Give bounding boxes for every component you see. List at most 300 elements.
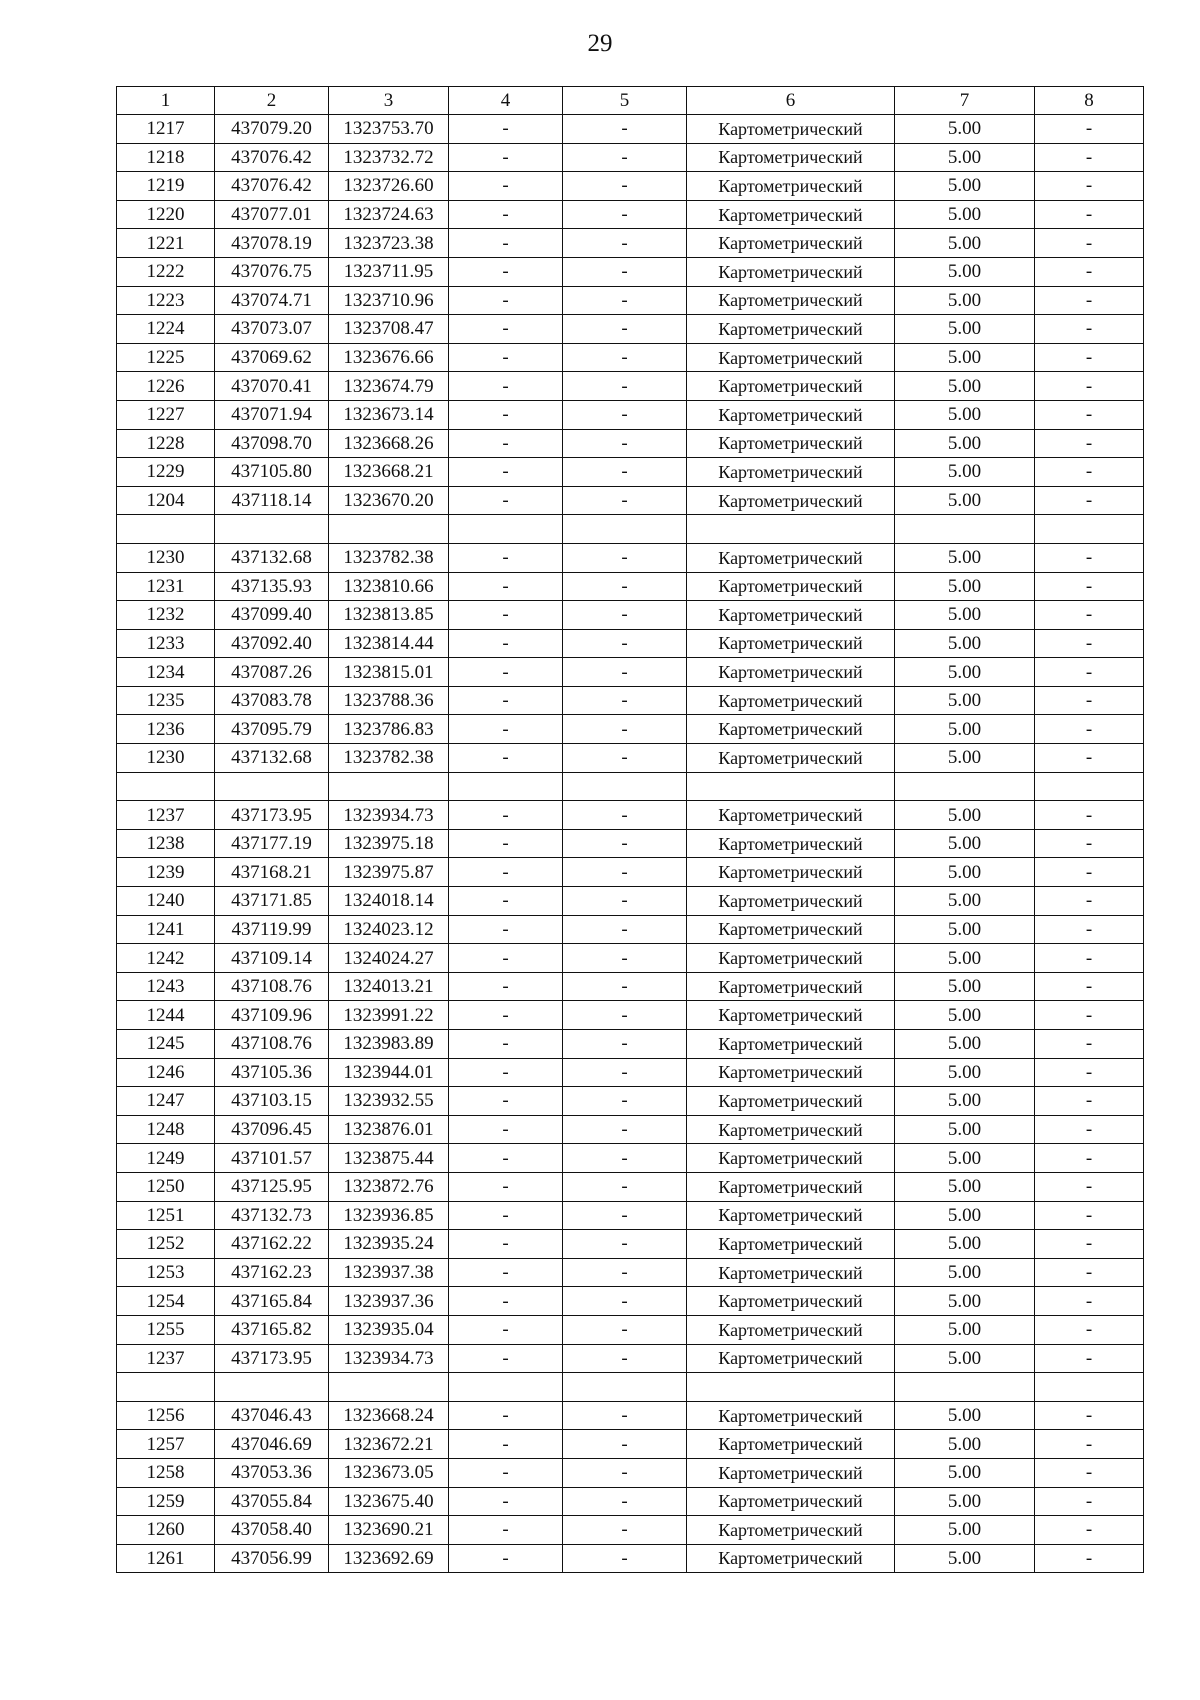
- table-row: [117, 1001, 1144, 1030]
- coordinate-x: 437171.85: [215, 887, 329, 916]
- coordinate-y: 1323673.05: [329, 1458, 449, 1487]
- accuracy-value: 5.00: [895, 458, 1035, 487]
- col-4-value: -: [449, 1287, 563, 1316]
- coordinate-y: [329, 1373, 449, 1402]
- coordinate-y: 1323975.87: [329, 858, 449, 887]
- col-5-value: -: [563, 458, 687, 487]
- coordinate-y: 1323788.36: [329, 686, 449, 715]
- coordinates-table: [116, 86, 1144, 1573]
- method-value: Картометрический: [687, 1172, 895, 1201]
- table-row: [117, 1458, 1144, 1487]
- col-8-value: -: [1035, 915, 1144, 944]
- coordinate-y: 1324013.21: [329, 972, 449, 1001]
- coordinate-x: 437071.94: [215, 400, 329, 429]
- col-5-value: -: [563, 744, 687, 773]
- coordinate-x: 437053.36: [215, 1458, 329, 1487]
- col-4-value: -: [449, 1516, 563, 1545]
- col-8-value: -: [1035, 400, 1144, 429]
- col-8-value: -: [1035, 1201, 1144, 1230]
- col-8-value: [1035, 772, 1144, 801]
- coordinate-y: [329, 515, 449, 544]
- coordinate-y: 1324024.27: [329, 944, 449, 973]
- method-value: [687, 1373, 895, 1402]
- method-value: Картометрический: [687, 1201, 895, 1230]
- table-row: [117, 829, 1144, 858]
- col-5-value: -: [563, 315, 687, 344]
- coordinate-x: 437076.75: [215, 257, 329, 286]
- coordinate-y: 1323676.66: [329, 343, 449, 372]
- coordinate-y: 1324023.12: [329, 915, 449, 944]
- col-5-value: -: [563, 1430, 687, 1459]
- accuracy-value: [895, 515, 1035, 544]
- accuracy-value: 5.00: [895, 658, 1035, 687]
- col-8-value: -: [1035, 372, 1144, 401]
- coordinate-y: 1323937.38: [329, 1258, 449, 1287]
- table-row: [117, 858, 1144, 887]
- coordinate-x: 437103.15: [215, 1087, 329, 1116]
- table-row: [117, 1144, 1144, 1173]
- col-5-value: -: [563, 658, 687, 687]
- col-5-value: -: [563, 944, 687, 973]
- accuracy-value: [895, 772, 1035, 801]
- method-value: Картометрический: [687, 686, 895, 715]
- col-4-value: [449, 772, 563, 801]
- col-4-value: -: [449, 229, 563, 258]
- coordinate-y: 1323810.66: [329, 572, 449, 601]
- col-8-value: -: [1035, 1001, 1144, 1030]
- table-row: [117, 1258, 1144, 1287]
- method-value: Картометрический: [687, 429, 895, 458]
- accuracy-value: 5.00: [895, 1115, 1035, 1144]
- coordinate-x: 437101.57: [215, 1144, 329, 1173]
- col-4-value: -: [449, 572, 563, 601]
- table-separator-row: [117, 515, 1144, 544]
- table-row: [117, 1087, 1144, 1116]
- method-value: Картометрический: [687, 229, 895, 258]
- table-row: [117, 1172, 1144, 1201]
- accuracy-value: 5.00: [895, 1430, 1035, 1459]
- accuracy-value: 5.00: [895, 200, 1035, 229]
- coordinate-x: 437132.73: [215, 1201, 329, 1230]
- coordinate-y: 1323983.89: [329, 1030, 449, 1059]
- point-number: 1226: [117, 372, 215, 401]
- coordinate-y: 1323937.36: [329, 1287, 449, 1316]
- point-number: 1251: [117, 1201, 215, 1230]
- col-4-value: -: [449, 286, 563, 315]
- col-5-value: -: [563, 257, 687, 286]
- column-header-5: 5: [563, 87, 687, 115]
- table-row: [117, 1287, 1144, 1316]
- table-row: [117, 143, 1144, 172]
- method-value: Картометрический: [687, 400, 895, 429]
- col-5-value: -: [563, 858, 687, 887]
- method-value: Картометрический: [687, 1487, 895, 1516]
- point-number: 1257: [117, 1430, 215, 1459]
- coordinate-x: 437092.40: [215, 629, 329, 658]
- col-5-value: -: [563, 372, 687, 401]
- col-5-value: -: [563, 1058, 687, 1087]
- accuracy-value: 5.00: [895, 829, 1035, 858]
- col-8-value: [1035, 515, 1144, 544]
- point-number: 1253: [117, 1258, 215, 1287]
- col-8-value: -: [1035, 1458, 1144, 1487]
- coordinate-y: 1323668.21: [329, 458, 449, 487]
- col-5-value: -: [563, 1230, 687, 1259]
- accuracy-value: 5.00: [895, 1030, 1035, 1059]
- accuracy-value: 5.00: [895, 1001, 1035, 1030]
- coordinate-y: 1323991.22: [329, 1001, 449, 1030]
- coordinate-x: 437076.42: [215, 172, 329, 201]
- method-value: Картометрический: [687, 1315, 895, 1344]
- coordinate-x: 437073.07: [215, 315, 329, 344]
- coordinate-y: 1323726.60: [329, 172, 449, 201]
- point-number: [117, 1373, 215, 1402]
- method-value: Картометрический: [687, 1144, 895, 1173]
- point-number: 1237: [117, 1344, 215, 1373]
- method-value: Картометрический: [687, 115, 895, 144]
- coordinate-x: 437108.76: [215, 972, 329, 1001]
- coordinate-y: 1323670.20: [329, 486, 449, 515]
- point-number: 1217: [117, 115, 215, 144]
- point-number: 1228: [117, 429, 215, 458]
- col-5-value: -: [563, 1516, 687, 1545]
- table-row: [117, 744, 1144, 773]
- point-number: 1254: [117, 1287, 215, 1316]
- col-4-value: -: [449, 744, 563, 773]
- col-4-value: -: [449, 543, 563, 572]
- coordinate-x: 437098.70: [215, 429, 329, 458]
- accuracy-value: 5.00: [895, 1401, 1035, 1430]
- col-8-value: -: [1035, 1315, 1144, 1344]
- method-value: Картометрический: [687, 1001, 895, 1030]
- coordinate-x: 437132.68: [215, 543, 329, 572]
- table-row: [117, 1544, 1144, 1573]
- accuracy-value: 5.00: [895, 944, 1035, 973]
- col-5-value: -: [563, 400, 687, 429]
- coordinate-x: 437165.82: [215, 1315, 329, 1344]
- col-8-value: -: [1035, 115, 1144, 144]
- point-number: 1225: [117, 343, 215, 372]
- method-value: Картометрический: [687, 1544, 895, 1573]
- table-row: [117, 229, 1144, 258]
- coordinate-y: 1323690.21: [329, 1516, 449, 1545]
- table-row: [117, 1487, 1144, 1516]
- coordinate-x: 437087.26: [215, 658, 329, 687]
- col-4-value: -: [449, 458, 563, 487]
- table-row: [117, 400, 1144, 429]
- table-row: [117, 1401, 1144, 1430]
- method-value: Картометрический: [687, 1287, 895, 1316]
- method-value: Картометрический: [687, 1401, 895, 1430]
- table-row: [117, 257, 1144, 286]
- accuracy-value: 5.00: [895, 543, 1035, 572]
- coordinate-x: 437135.93: [215, 572, 329, 601]
- table-row: [117, 343, 1144, 372]
- coordinate-x: 437132.68: [215, 744, 329, 773]
- coordinate-y: [329, 772, 449, 801]
- coordinate-y: 1323875.44: [329, 1144, 449, 1173]
- accuracy-value: 5.00: [895, 1516, 1035, 1545]
- col-4-value: -: [449, 1230, 563, 1259]
- accuracy-value: 5.00: [895, 1201, 1035, 1230]
- coordinate-x: 437119.99: [215, 915, 329, 944]
- accuracy-value: 5.00: [895, 143, 1035, 172]
- accuracy-value: 5.00: [895, 486, 1035, 515]
- col-4-value: [449, 1373, 563, 1402]
- accuracy-value: 5.00: [895, 572, 1035, 601]
- table-row: [117, 572, 1144, 601]
- point-number: 1232: [117, 601, 215, 630]
- table-row: [117, 1201, 1144, 1230]
- method-value: Картометрический: [687, 458, 895, 487]
- col-8-value: -: [1035, 972, 1144, 1001]
- col-4-value: -: [449, 972, 563, 1001]
- coordinate-y: 1323710.96: [329, 286, 449, 315]
- coordinate-x: 437046.69: [215, 1430, 329, 1459]
- table-row: [117, 1344, 1144, 1373]
- col-5-value: -: [563, 715, 687, 744]
- accuracy-value: 5.00: [895, 1287, 1035, 1316]
- coordinate-x: 437069.62: [215, 343, 329, 372]
- coordinate-x: [215, 1373, 329, 1402]
- coordinate-x: 437173.95: [215, 801, 329, 830]
- method-value: Картометрический: [687, 572, 895, 601]
- table-row: [117, 543, 1144, 572]
- coordinate-y: 1323711.95: [329, 257, 449, 286]
- col-8-value: -: [1035, 1230, 1144, 1259]
- point-number: 1236: [117, 715, 215, 744]
- col-5-value: -: [563, 1172, 687, 1201]
- col-4-value: -: [449, 1258, 563, 1287]
- coordinate-x: 437095.79: [215, 715, 329, 744]
- col-8-value: -: [1035, 1058, 1144, 1087]
- coordinate-y: 1323786.83: [329, 715, 449, 744]
- table-row: [117, 601, 1144, 630]
- method-value: Картометрический: [687, 543, 895, 572]
- col-4-value: -: [449, 1058, 563, 1087]
- accuracy-value: 5.00: [895, 115, 1035, 144]
- col-4-value: -: [449, 172, 563, 201]
- col-5-value: -: [563, 572, 687, 601]
- col-4-value: -: [449, 801, 563, 830]
- col-8-value: -: [1035, 1487, 1144, 1516]
- accuracy-value: 5.00: [895, 1315, 1035, 1344]
- method-value: Картометрический: [687, 944, 895, 973]
- col-5-value: -: [563, 829, 687, 858]
- col-8-value: -: [1035, 1287, 1144, 1316]
- point-number: 1247: [117, 1087, 215, 1116]
- coordinate-x: 437070.41: [215, 372, 329, 401]
- coordinate-y: 1324018.14: [329, 887, 449, 916]
- table-row: [117, 372, 1144, 401]
- coordinate-x: 437056.99: [215, 1544, 329, 1573]
- coordinate-y: 1323934.73: [329, 801, 449, 830]
- column-header-6: 6: [687, 87, 895, 115]
- col-5-value: -: [563, 1201, 687, 1230]
- coordinate-x: 437173.95: [215, 1344, 329, 1373]
- col-4-value: -: [449, 115, 563, 144]
- table-row: [117, 972, 1144, 1001]
- method-value: Картометрический: [687, 200, 895, 229]
- method-value: Картометрический: [687, 1516, 895, 1545]
- col-4-value: -: [449, 1201, 563, 1230]
- point-number: 1223: [117, 286, 215, 315]
- table-row: [117, 915, 1144, 944]
- col-8-value: -: [1035, 1087, 1144, 1116]
- point-number: 1218: [117, 143, 215, 172]
- coordinate-x: 437083.78: [215, 686, 329, 715]
- point-number: 1243: [117, 972, 215, 1001]
- coordinate-x: 437077.01: [215, 200, 329, 229]
- coordinate-x: [215, 515, 329, 544]
- col-8-value: -: [1035, 315, 1144, 344]
- accuracy-value: 5.00: [895, 257, 1035, 286]
- col-5-value: -: [563, 1144, 687, 1173]
- col-8-value: -: [1035, 1258, 1144, 1287]
- method-value: Картометрический: [687, 915, 895, 944]
- col-5-value: -: [563, 887, 687, 916]
- point-number: 1260: [117, 1516, 215, 1545]
- point-number: 1204: [117, 486, 215, 515]
- col-4-value: -: [449, 1487, 563, 1516]
- coordinate-y: 1323668.26: [329, 429, 449, 458]
- point-number: 1222: [117, 257, 215, 286]
- point-number: 1259: [117, 1487, 215, 1516]
- col-5-value: -: [563, 1401, 687, 1430]
- col-5-value: -: [563, 1544, 687, 1573]
- accuracy-value: 5.00: [895, 1344, 1035, 1373]
- coordinate-x: 437108.76: [215, 1030, 329, 1059]
- col-4-value: -: [449, 400, 563, 429]
- col-8-value: [1035, 1373, 1144, 1402]
- col-5-value: -: [563, 286, 687, 315]
- point-number: 1230: [117, 543, 215, 572]
- coordinate-x: 437165.84: [215, 1287, 329, 1316]
- method-value: Картометрический: [687, 1230, 895, 1259]
- coordinate-y: 1323782.38: [329, 744, 449, 773]
- accuracy-value: 5.00: [895, 972, 1035, 1001]
- method-value: Картометрический: [687, 172, 895, 201]
- col-4-value: -: [449, 257, 563, 286]
- coordinate-x: 437109.96: [215, 1001, 329, 1030]
- col-5-value: -: [563, 1115, 687, 1144]
- col-4-value: -: [449, 1115, 563, 1144]
- coordinate-y: 1323672.21: [329, 1430, 449, 1459]
- accuracy-value: 5.00: [895, 1487, 1035, 1516]
- method-value: Картометрический: [687, 372, 895, 401]
- table-row: [117, 486, 1144, 515]
- col-8-value: -: [1035, 1144, 1144, 1173]
- col-4-value: -: [449, 915, 563, 944]
- col-5-value: -: [563, 972, 687, 1001]
- accuracy-value: 5.00: [895, 1058, 1035, 1087]
- coordinate-x: 437058.40: [215, 1516, 329, 1545]
- accuracy-value: 5.00: [895, 1458, 1035, 1487]
- method-value: Картометрический: [687, 858, 895, 887]
- point-number: 1256: [117, 1401, 215, 1430]
- accuracy-value: 5.00: [895, 601, 1035, 630]
- table-row: [117, 458, 1144, 487]
- col-8-value: -: [1035, 944, 1144, 973]
- method-value: Картометрический: [687, 1458, 895, 1487]
- method-value: Картометрический: [687, 286, 895, 315]
- accuracy-value: 5.00: [895, 686, 1035, 715]
- table-row: [117, 1315, 1144, 1344]
- coordinate-y: 1323876.01: [329, 1115, 449, 1144]
- method-value: Картометрический: [687, 1087, 895, 1116]
- method-value: Картометрический: [687, 829, 895, 858]
- coordinate-y: 1323675.40: [329, 1487, 449, 1516]
- accuracy-value: 5.00: [895, 1144, 1035, 1173]
- col-8-value: -: [1035, 1430, 1144, 1459]
- col-4-value: -: [449, 1430, 563, 1459]
- coordinate-y: 1323668.24: [329, 1401, 449, 1430]
- method-value: Картометрический: [687, 601, 895, 630]
- coordinate-x: 437125.95: [215, 1172, 329, 1201]
- accuracy-value: 5.00: [895, 372, 1035, 401]
- table-row: [117, 1058, 1144, 1087]
- col-4-value: -: [449, 858, 563, 887]
- point-number: 1250: [117, 1172, 215, 1201]
- coordinate-y: 1323815.01: [329, 658, 449, 687]
- col-5-value: [563, 772, 687, 801]
- col-8-value: -: [1035, 229, 1144, 258]
- accuracy-value: 5.00: [895, 915, 1035, 944]
- col-5-value: -: [563, 1030, 687, 1059]
- coordinate-x: 437118.14: [215, 486, 329, 515]
- col-4-value: -: [449, 1172, 563, 1201]
- table-row: [117, 1115, 1144, 1144]
- method-value: Картометрический: [687, 1058, 895, 1087]
- col-5-value: -: [563, 1258, 687, 1287]
- col-8-value: -: [1035, 172, 1144, 201]
- table-row: [117, 115, 1144, 144]
- col-5-value: -: [563, 200, 687, 229]
- col-5-value: -: [563, 801, 687, 830]
- col-4-value: -: [449, 658, 563, 687]
- coordinate-y: 1323813.85: [329, 601, 449, 630]
- table-row: [117, 801, 1144, 830]
- col-8-value: -: [1035, 801, 1144, 830]
- point-number: 1246: [117, 1058, 215, 1087]
- accuracy-value: 5.00: [895, 229, 1035, 258]
- col-5-value: -: [563, 1458, 687, 1487]
- coordinate-y: 1323723.38: [329, 229, 449, 258]
- accuracy-value: 5.00: [895, 801, 1035, 830]
- point-number: 1219: [117, 172, 215, 201]
- col-4-value: -: [449, 944, 563, 973]
- coordinate-x: 437074.71: [215, 286, 329, 315]
- col-4-value: -: [449, 715, 563, 744]
- col-8-value: -: [1035, 286, 1144, 315]
- col-5-value: [563, 515, 687, 544]
- col-4-value: -: [449, 486, 563, 515]
- coordinate-y: 1323975.18: [329, 829, 449, 858]
- point-number: 1252: [117, 1230, 215, 1259]
- col-5-value: -: [563, 1087, 687, 1116]
- col-8-value: -: [1035, 1030, 1144, 1059]
- table-row: [117, 1030, 1144, 1059]
- table-row: [117, 1430, 1144, 1459]
- col-8-value: -: [1035, 486, 1144, 515]
- col-4-value: -: [449, 629, 563, 658]
- col-4-value: -: [449, 429, 563, 458]
- col-8-value: -: [1035, 1544, 1144, 1573]
- method-value: Картометрический: [687, 486, 895, 515]
- accuracy-value: 5.00: [895, 1172, 1035, 1201]
- accuracy-value: 5.00: [895, 172, 1035, 201]
- accuracy-value: 5.00: [895, 1258, 1035, 1287]
